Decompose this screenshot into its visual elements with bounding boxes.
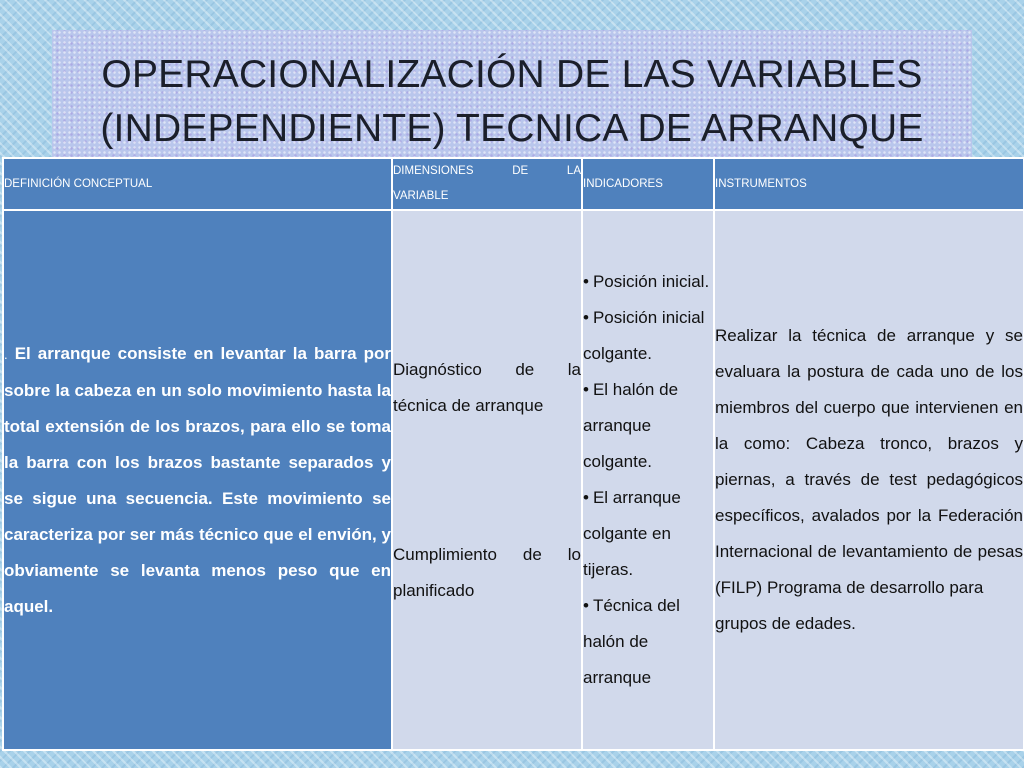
header-dimensions-line1: DIMENSIONES DE LA [393,165,581,177]
bullet-icon: • [583,272,589,291]
indicator-item: • El halón de arranque colgante. [583,380,679,471]
indicators-list [583,264,713,696]
indicator-item: • El arranque colgante en tijeras. [583,488,681,579]
indicator-item: • Posición inicial. [583,272,710,291]
dimension-item: Diagnóstico de la técnica de arranque [393,359,581,415]
indicator-item: • Técnica del halón de arranque [583,596,680,687]
table-body-row [3,210,1024,750]
header-instruments: INSTRUMENTOS [714,158,1024,210]
header-dimensions-line2: VARIABLE [393,190,449,202]
indicator-item: • Posición inicial colgante. [583,308,705,363]
bullet-icon: • [583,308,589,327]
instruments-text: Realizar la técnica de arranque y se evaluara la postura de cada uno de los miembros del cuerpo que intervienen en la como: Cabeza tronco, brazos y piernas, a través de test pedagógicos específicos, avalados por la Federación Internacional de levantamiento de pesas (FILP) Programa de desarrollo para grupos de edades. [715,326,1023,633]
instruments-cell [714,210,1024,750]
header-definition: DEFINICIÓN CONCEPTUAL [3,158,392,210]
header-indicators: INDICADORES [582,158,714,210]
table-header-row [3,158,1024,210]
dimension-item: Cumplimiento de lo planificado [393,544,581,600]
indicators-cell [582,210,714,750]
dimensions-cell [392,210,582,750]
bullet-icon: • [583,596,589,615]
slide-title-line2: (INDEPENDIENTE) TECNICA DE ARRANQUE [100,107,924,150]
definition-text: El arranque consiste en levantar la barra por sobre la cabeza en un solo movimiento hasta la total extensión de los brazos, para ello se toma la barra con los brazos bastante separados y se sigue una secuencia. Este movimiento se caracteriza por ser más técnico que el envión, y obviamente se levanta menos peso que en aquel. [4,343,391,616]
slide-title [52,48,972,156]
definition-cell [3,210,392,750]
bullet-icon: • [583,488,589,507]
variables-table [2,157,1024,751]
header-dimensions [392,158,582,210]
definition-bullet: . [4,346,8,362]
slide-title-line1: OPERACIONALIZACIÓN DE LAS VARIABLES [101,53,923,96]
bullet-icon: • [583,380,589,399]
